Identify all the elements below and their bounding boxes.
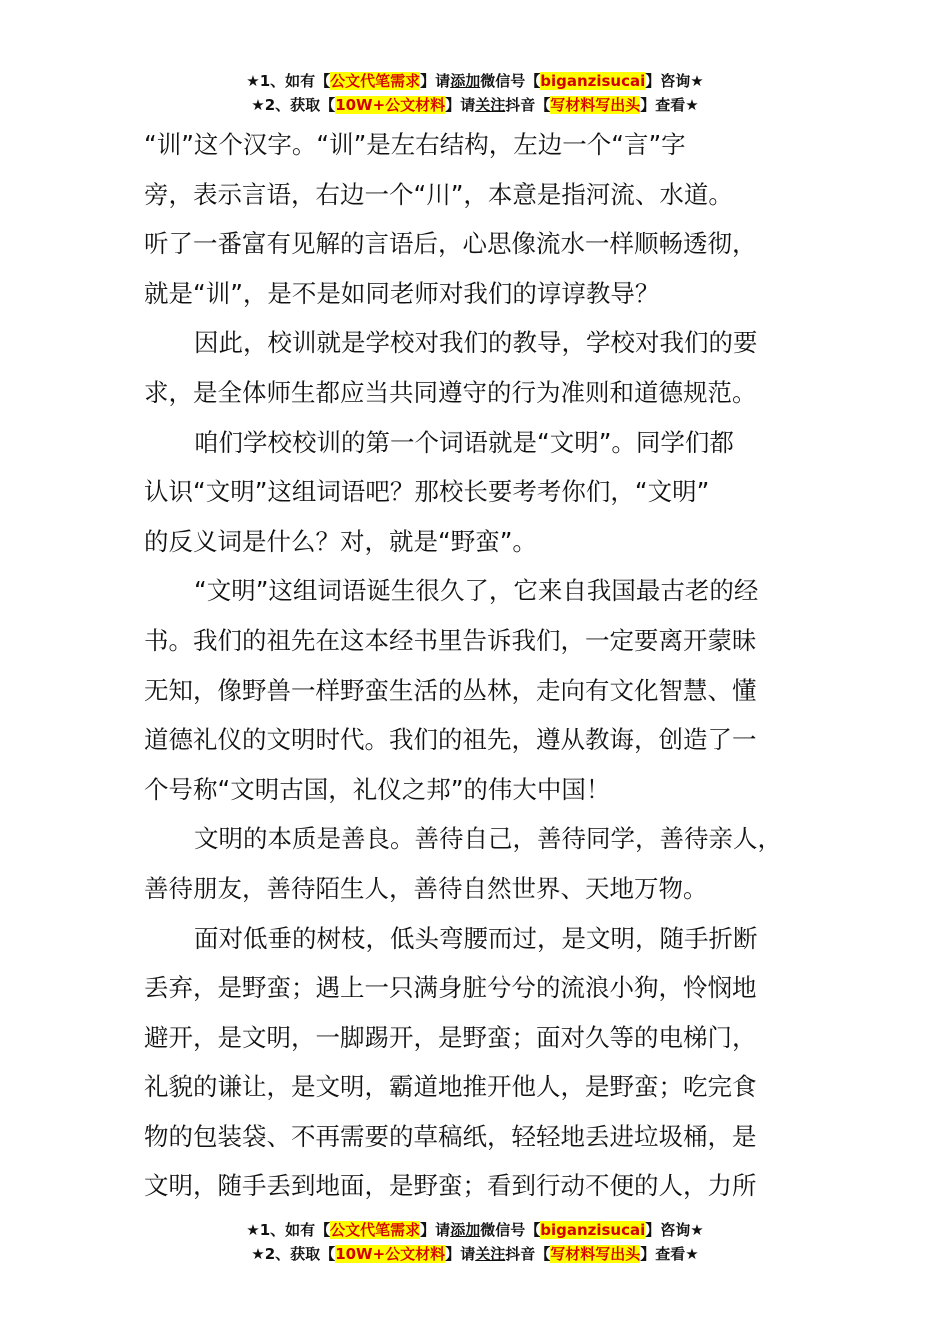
text-line: 书。我们的祖先在这本经书里告诉我们，一定要离开蒙昧 [144,625,757,655]
banner-line-1 [0,69,950,93]
text-line: 道德礼仪的文明时代。我们的祖先，遵从教诲，创造了一 [144,725,757,755]
banner-text: ★1、如有【 [246,72,331,90]
text-line: 善待朋友，善待陌生人，善待自然世界、天地万物。 [144,873,708,903]
text-line: 旁，表示言语，右边一个“川”，本意是指河流、水道。 [144,179,733,209]
text-line: 求，是全体师生都应当共同遵守的行为准则和道德规范。 [144,377,757,407]
banner-underlined: 关注 [475,1245,506,1263]
banner-text: 微信号【 [480,1221,541,1239]
text-line: 丢弃，是野蛮；遇上一只满身脏兮兮的流浪小狗，怜悯地 [144,973,757,1003]
banner-highlight: 写材料写出头 [550,1245,641,1263]
text-line: 避开，是文明，一脚踢开，是野蛮；面对久等的电梯门， [144,1022,757,1052]
text-line: 的反义词是什么？对，就是“野蛮”。 [144,526,537,556]
text-line: 文明，随手丢到地面，是野蛮；看到行动不便的人，力所 [144,1171,757,1201]
banner-text: ★2、获取【 [251,1245,336,1263]
banner-text: 】查看★ [640,96,699,114]
text-line: 无知，像野兽一样野蛮生活的丛林，走向有文化智慧、懂 [144,675,757,705]
banner-line-2 [0,93,950,117]
banner-line-1 [0,1218,950,1242]
text-line: 文明的本质是善良。善待自己，善待同学，善待亲人， [194,824,782,854]
banner-highlight: 10W+公文材料 [335,96,446,114]
banner-text: 】请 [445,96,476,114]
text-line: 个号称“文明古国，礼仪之邦”的伟大中国！ [144,774,611,804]
banner-highlight: biganzisucai [540,72,646,90]
banner-text: 微信号【 [480,72,541,90]
banner-underlined: 关注 [475,96,506,114]
banner-highlight: 10W+公文材料 [335,1245,446,1263]
text-line: 就是“训”，是不是如同老师对我们的谆谆教导？ [144,278,660,308]
banner-text: 】咨询★ [645,1221,704,1239]
text-line: 认识“文明”这组词语吧？那校长要考考你们，“文明” [144,477,710,507]
text-line: 礼貌的谦让，是文明，霸道地推开他人，是野蛮；吃完食 [144,1072,757,1102]
banner-underlined: 添加 [450,72,481,90]
top-banner [0,69,950,117]
banner-text: 】请 [420,72,451,90]
banner-highlight: 写材料写出头 [550,96,641,114]
text-line: 听了一番富有见解的言语后，心思像流水一样顺畅透彻， [144,229,757,259]
banner-highlight: 公文代笔需求 [330,72,421,90]
banner-text: 】查看★ [640,1245,699,1263]
banner-highlight: 公文代笔需求 [330,1221,421,1239]
text-line: “文明”这组词语诞生很久了，它来自我国最古老的经 [194,576,759,606]
text-line: 面对低垂的树枝，低头弯腰而过，是文明，随手折断 [194,923,758,953]
bottom-banner [0,1218,950,1266]
banner-underlined: 添加 [450,1221,481,1239]
banner-highlight: biganzisucai [540,1221,646,1239]
text-line: 咱们学校校训的第一个词语就是“文明”。同学们都 [194,427,734,457]
banner-text: ★2、获取【 [251,96,336,114]
banner-text: ★1、如有【 [246,1221,331,1239]
banner-text: 抖音【 [505,96,551,114]
banner-line-2 [0,1242,950,1266]
text-line: “训”这个汉字。“训”是左右结构，左边一个“言”字 [144,130,686,159]
body-text [144,120,824,1211]
banner-text: 抖音【 [505,1245,551,1263]
banner-text: 】咨询★ [645,72,704,90]
text-line: 物的包装袋、不再需要的草稿纸，轻轻地丢进垃圾桶，是 [144,1121,757,1151]
banner-text: 】请 [445,1245,476,1263]
text-line: 因此，校训就是学校对我们的教导，学校对我们的要 [194,328,758,358]
banner-text: 】请 [420,1221,451,1239]
